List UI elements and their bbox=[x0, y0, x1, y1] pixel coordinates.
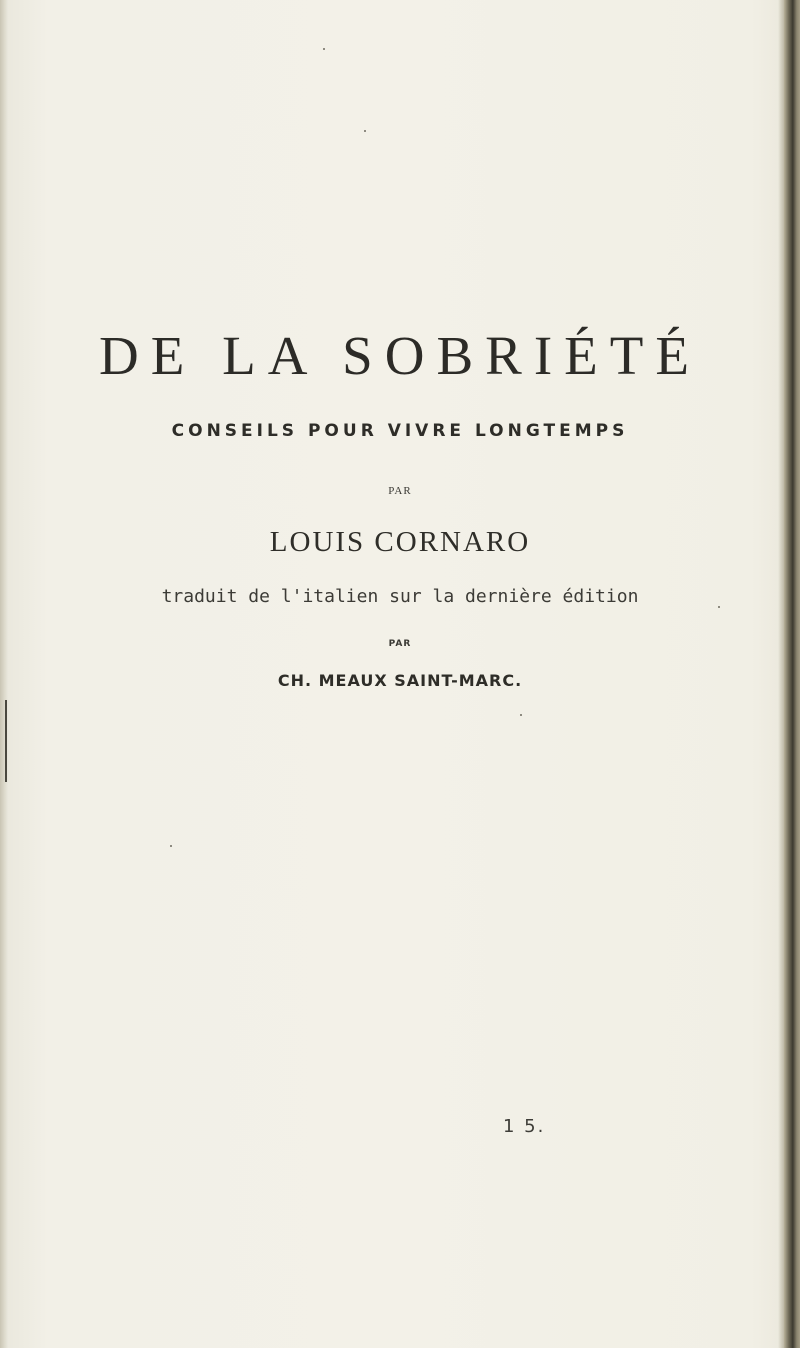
page-edge-mark bbox=[5, 700, 7, 782]
by-label-translator: PAR bbox=[388, 639, 412, 649]
translation-note: traduit de l'italien sur la dernière édition bbox=[161, 586, 639, 607]
translator-name: CH. MEAUX SAINT-MARC. bbox=[277, 671, 523, 690]
paper-speck bbox=[718, 606, 720, 608]
author-name: LOUIS CORNARO bbox=[269, 526, 531, 558]
by-label-author: PAR bbox=[388, 485, 412, 497]
paper-speck bbox=[323, 48, 325, 50]
paper-speck bbox=[170, 845, 172, 847]
book-title: DE LA SOBRIÉTÉ bbox=[99, 325, 701, 386]
paper-speck bbox=[364, 130, 366, 132]
book-subtitle: CONSEILS POUR VIVRE LONGTEMPS bbox=[171, 421, 629, 441]
paper-speck bbox=[520, 714, 522, 716]
library-shelf-mark: 1 5. bbox=[503, 1116, 546, 1137]
